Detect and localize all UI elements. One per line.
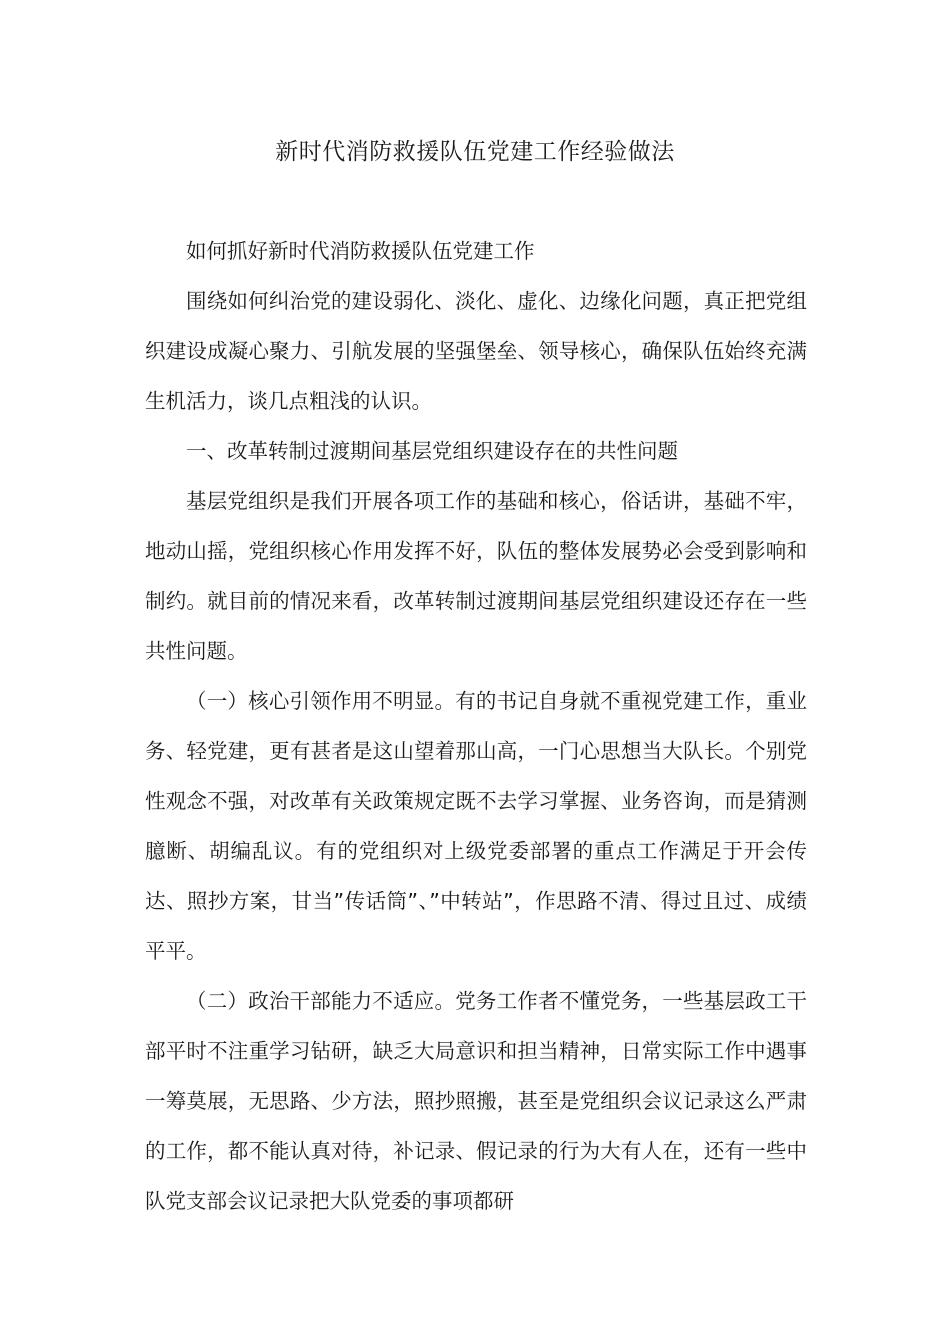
paragraph-subtitle: 如何抓好新时代消防救援队伍党建工作: [186, 239, 535, 263]
section-heading-1: 一、改革转制过渡期间基层党组织建设存在的共性问题: [186, 439, 678, 463]
paragraph-foundation: 基层党组织是我们开展各项工作的基础和核心，俗话讲，基础不牢，地动山摇，党组织核心作用发挥不好，队伍的整体发展势必会受到影响和制约。就目前的情况来看，改革转制过渡期间基层党组织建设还存在一些共性问题。: [145, 489, 807, 663]
paragraph-point-2: （二）政治干部能力不适应。党务工作者不懂党务，一些基层政工干部平时不注重学习钻研，缺乏大局意识和担当精神，日常实际工作中遇事一筹莫展，无思路、少方法，照抄照搬，甚至是党组织会议记录这么严肃的工作，都不能认真对待，补记录、假记录的行为大有人在，还有一些中队党支部会议记录把大队党委的事项都研: [145, 989, 807, 1213]
document-body: [145, 226, 807, 1226]
paragraph-intro: 围绕如何纠治党的建设弱化、淡化、虚化、边缘化问题，真正把党组织建设成凝心聚力、引航发展的坚强堡垒、领导核心，确保队伍始终充满生机活力，谈几点粗浅的认识。: [145, 289, 807, 413]
paragraph-point-1: （一）核心引领作用不明显。有的书记自身就不重视党建工作，重业务、轻党建，更有甚者是这山望着那山高，一门心思想当大队长。个别党性观念不强，对改革有关政策规定既不去学习掌握、业务咨询，而是猜测臆断、胡编乱议。有的党组织对上级党委部署的重点工作满足于开会传达、照抄方案，甘当”传话筒”、”中转站”，作思路不清、得过且过、成绩平平。: [145, 689, 807, 963]
document-title: 新时代消防救援队伍党建工作经验做法: [275, 139, 675, 165]
